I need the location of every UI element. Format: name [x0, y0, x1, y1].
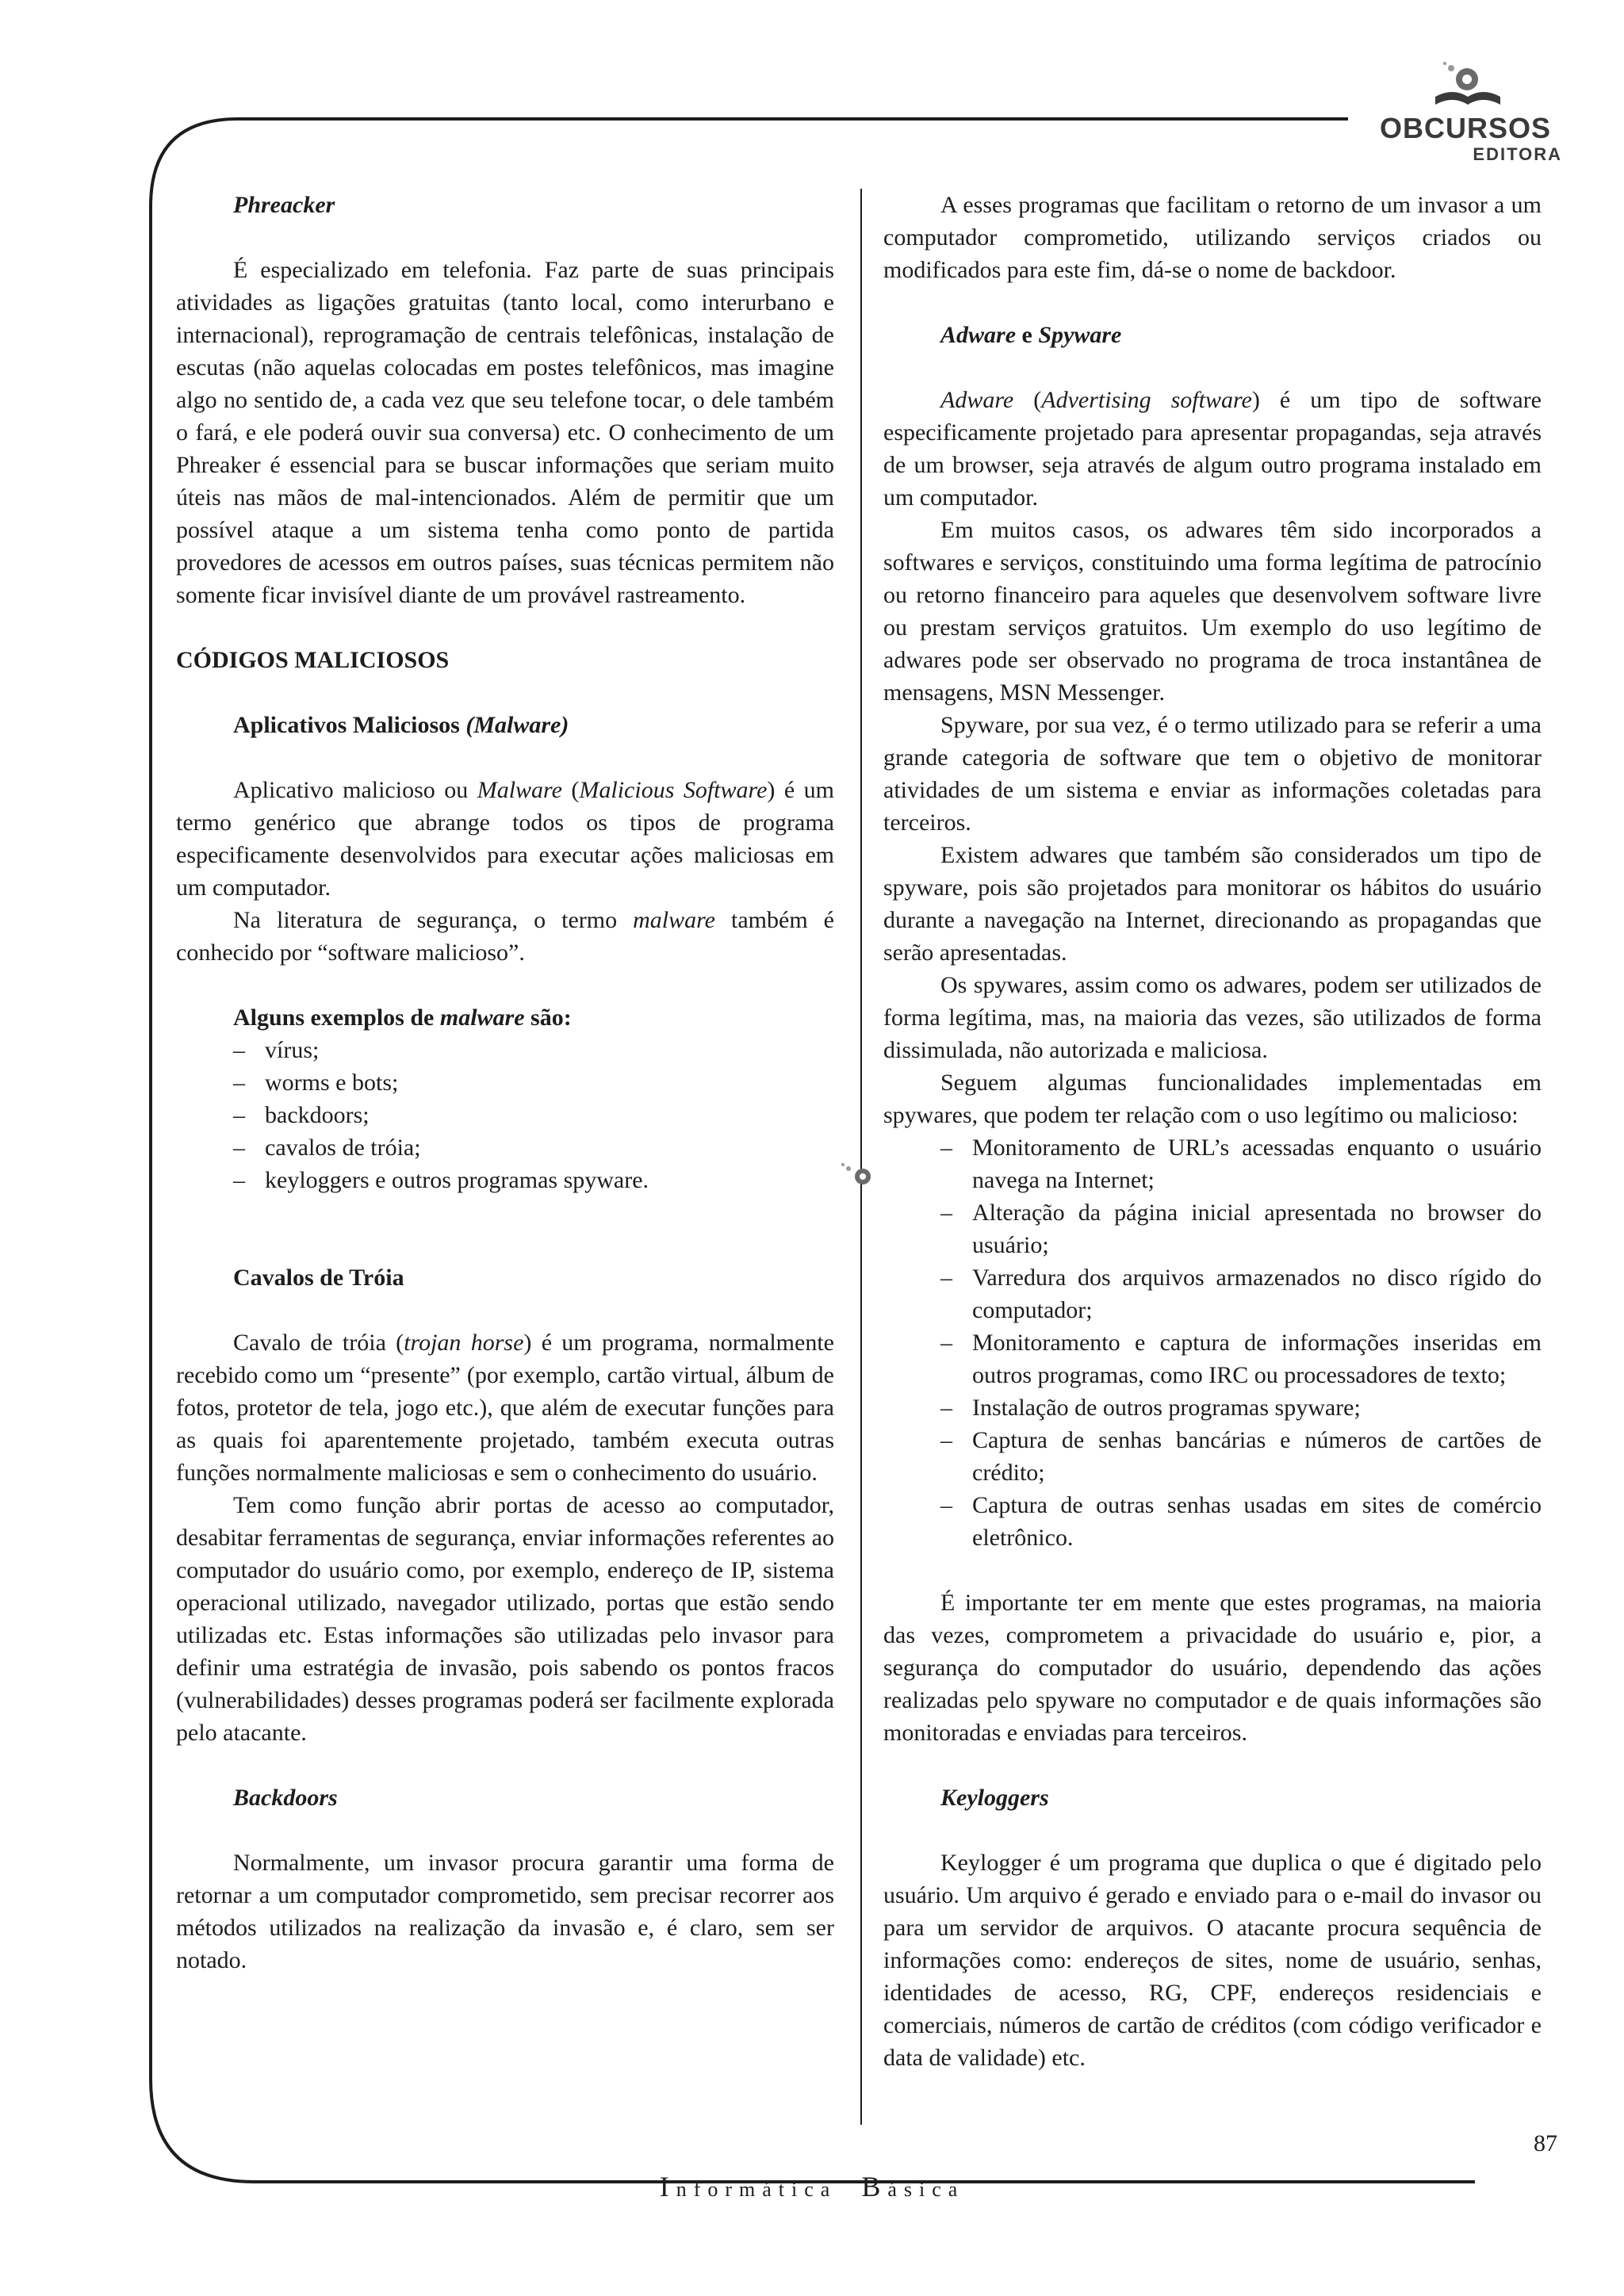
publisher-sub: EDITORA: [1473, 144, 1562, 164]
malware-title: Aplicativos Maliciosos (Malware): [233, 712, 569, 738]
footer-title: Informática Básica: [659, 2171, 965, 2202]
list-item: – cavalos de tróia;: [233, 1131, 834, 1164]
phreacker-body: É especializado em telefonia. Faz parte de suas principais atividades as ligações gratuitas (tanto local, como interurbano e internacional), reprogramação de centrais telefônicas, instalação de escutas (não aquelas colocadas em postes telefônicos, mas imagine algo no sentido de, a cada vez que seu telefone tocar, o dele também o fará, e ele poderá ouvir sua conversa) etc. O conhecimento de um Phreaker é essencial para se buscar informações que seriam muito úteis nas mãos de mal-intencionados. Além de permitir que um possível ataque a um sistema tenha como ponto de partida provedores de acessos em outros países, suas técnicas permitem não somente ficar invisível diante de um provável rastreamento.: [176, 257, 834, 608]
list-item: – Captura de outras senhas usadas em sites de comércio eletrônico.: [883, 1489, 1542, 1554]
spyware-p5: É importante ter em mente que estes programas, na maioria das vezes, comprometem a privacidade do usuário e, pior, a segurança do computador do usuário, dependendo das ações realizadas pelo spyware no computador e de quais informações são monitoradas e enviadas para terceiros.: [883, 1590, 1542, 1746]
section-title: CÓDIGOS MALICIOSOS: [176, 647, 450, 673]
spyware-p4: Seguem algumas funcionalidades implementadas em spywares, que podem ter relação com o uso legítimo ou malicioso:: [883, 1070, 1542, 1128]
examples-title: Alguns exemplos de malware são:: [233, 1004, 572, 1031]
malware-p1: Aplicativo malicioso ou Malware (Malicious Software) é um termo genérico que abrange todos os tipos de programa especificamente desenvolvidos para executar ações maliciosas em um computador.: [176, 777, 834, 901]
features-list: [883, 1131, 1542, 1554]
list-item: – Monitoramento e captura de informações inseridas em outros programas, como IRC ou processadores de texto;: [883, 1326, 1542, 1391]
publisher-logo: [1362, 62, 1568, 173]
list-item: – Alteração da página inicial apresentada no browser do usuário;: [883, 1196, 1542, 1261]
examples-list: [176, 1034, 834, 1196]
list-item: – worms e bots;: [233, 1066, 834, 1099]
spyware-p3: Os spywares, assim como os adwares, podem ser utilizados de forma legítima, mas, na maioria das vezes, são utilizados de forma dissimulada, não autorizada e maliciosa.: [883, 972, 1542, 1063]
trojan-p1: Cavalo de tróia (trojan horse) é um programa, normalmente recebido como um “presente” (por exemplo, cartão virtual, álbum de fotos, protetor de tela, jogo etc.), que além de executar funções para as quais foi aparentemente projetado, também executa outras funções normalmente maliciosas e sem o conhecimento do usuário.: [176, 1330, 834, 1486]
list-item: – vírus;: [233, 1034, 834, 1066]
keyloggers-title: Keyloggers: [940, 1785, 1049, 1811]
gear-ornament-icon: [839, 1162, 875, 1186]
list-item: – Monitoramento de URL’s acessadas enquanto o usuário navega na Internet;: [883, 1131, 1542, 1196]
backdoors-p1: Normalmente, um invasor procura garantir uma forma de retornar a um computador comprometido, sem precisar recorrer aos métodos utilizados na realização da invasão e, é claro, sem ser notado.: [176, 1850, 834, 1973]
list-item: – backdoors;: [233, 1099, 834, 1131]
spyware-p2: Existem adwares que também são considerados um tipo de spyware, pois são projetados para monitorar os hábitos do usuário durante a navegação na Internet, direcionando as propagandas que serão apresentadas.: [883, 842, 1542, 966]
left-column: [176, 189, 834, 1976]
adware-p2: Em muitos casos, os adwares têm sido incorporados a softwares e serviços, constituindo uma forma legítima de patrocínio ou retorno financeiro para aqueles que desenvolvem software livre ou prestam serviços gratuitos. Um exemplo do uso legítimo de adwares pode ser observado no programa de troca instantânea de mensagens, MSN Messenger.: [883, 517, 1542, 706]
trojan-p2: Tem como função abrir portas de acesso ao computador, desabitar ferramentas de segurança, enviar informações referentes ao computador do usuário como, por exemplo, endereço de IP, sistema operacional utilizado, navegador utilizado, portas que estão sendo utilizadas etc. Estas informações são utilizadas pelo invasor para definir uma estratégia de invasão, pois sabendo os pontos fracos (vulnerabilidades) desses programas poderá ser facilmente explorada pelo atacante.: [176, 1492, 834, 1746]
keyloggers-p1: Keylogger é um programa que duplica o que é digitado pelo usuário. Um arquivo é gerado e enviado para o e-mail do invasor ou para um servidor de arquivos. O atacante procura sequência de informações como: endereços de sites, nome de usuário, senhas, identidades de acesso, RG, CPF, endereços residenciais e comerciais, números de cartão de créditos (com código verificador e data de validade) etc.: [883, 1850, 1542, 2071]
publisher-name: OBCURSOS: [1379, 112, 1552, 144]
list-item: – Captura de senhas bancárias e números de cartões de crédito;: [883, 1424, 1542, 1489]
adware-title: Adware e Spyware: [940, 322, 1122, 348]
spyware-p1: Spyware, por sua vez, é o termo utilizado para se referir a uma grande categoria de software que tem o objetivo de monitorar atividades de um sistema e enviar as informações coletadas para terceiros.: [883, 712, 1542, 836]
list-item: – Instalação de outros programas spyware;: [883, 1391, 1542, 1424]
malware-p2: Na literatura de segurança, o termo malware também é conhecido por “software malicioso”.: [176, 907, 834, 966]
list-item: – Varredura dos arquivos armazenados no disco rígido do computador;: [883, 1261, 1542, 1326]
right-column: [883, 189, 1542, 2074]
list-item: – keyloggers e outros programas spyware.: [233, 1164, 834, 1196]
trojan-title: Cavalos de Tróia: [233, 1265, 404, 1291]
phreacker-title: Phreacker: [233, 192, 335, 218]
book-gear-icon: [1432, 62, 1503, 113]
page-number: 87: [1534, 2130, 1557, 2156]
adware-p1: Adware (Advertising software) é um tipo de software especificamente projetado para apresentar propagandas, seja através de um browser, seja através de algum outro programa instalado em um computador.: [883, 387, 1542, 511]
backdoors-p2: A esses programas que facilitam o retorno de um invasor a um computador comprometido, utilizando serviços criados ou modificados para este fim, dá-se o nome de backdoor.: [883, 192, 1542, 283]
backdoors-title: Backdoors: [233, 1785, 338, 1811]
